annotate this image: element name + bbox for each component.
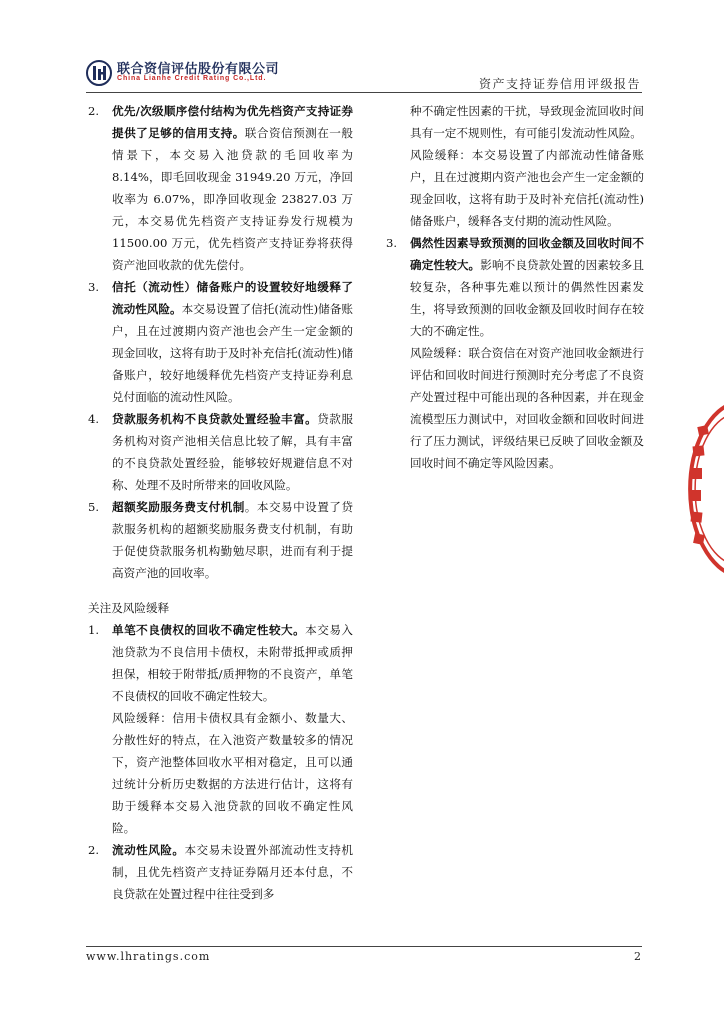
strength-item-5: 5. 超额奖励服务费支付机制。本交易中设置了贷款服务机构的超额奖励服务费支付机制，有助于促使贷款服务机构勤勉尽职，进而有利于提高资产池的回收率。 bbox=[88, 500, 353, 580]
risk-mitigation-2: 风险缓释：本交易设置了内部流动性储备账户，且在过渡期内资产池也会产生一定金额的现金回收，这将有助于及时补充信托(流动性)储备账户，缓释各支付期的流动性风险。 bbox=[410, 148, 644, 228]
risk-mitigation-3: 风险缓释：联合资信在对资产池回收金额进行评估和回收时间进行预测时充分考虑了不良资产处置过程中可能出现的各种因素，并在现金流模型压力测试中，对回收金额和回收时间进行了压力测试，评级结果已反映了回收金额及回收时间不确定等风险因素。 bbox=[410, 346, 644, 470]
left-column bbox=[88, 100, 353, 905]
item-heading: 优先/次级顺序偿付结构为优先档资产支持证券提供了足够的信用支持。 bbox=[112, 104, 353, 140]
strength-item-4: 4. 贷款服务机构不良贷款处置经验丰富。贷款服务机构对资产池相关信息比较了解，具有丰富的不良贷款处置经验，能够较好规避信息不对称、处理不及时所带来的回收风险。 bbox=[88, 412, 353, 492]
header-divider bbox=[86, 92, 642, 93]
risk-item-2: 2. 流动性风险。本交易未设置外部流动性支持机制，且优先档资产支持证券隔月还本付息，不良贷款在处置过程中往往受到多 bbox=[88, 843, 353, 901]
risk-mitigation-1: 风险缓释：信用卡债权具有金额小、数量大、分散性好的特点，在入池资产数量较多的情况下，资产池整体回收水平相对稳定，且可以通过统计分析历史数据的方法进行估计，这将有助于缓释本交易入池贷款的回收不确定性风险。 bbox=[112, 711, 353, 835]
risk-item-2-continued: 种不确定性因素的干扰，导致现金流回收时间具有一定不规则性，有可能引发流动性风险。 bbox=[410, 104, 644, 140]
page-number: 2 bbox=[634, 950, 641, 963]
item-heading: 超额奖励服务费支付机制 bbox=[112, 500, 245, 514]
right-column bbox=[386, 100, 644, 474]
report-title: 资产支持证券信用评级报告 bbox=[478, 77, 641, 91]
strength-item-3: 3. 信托（流动性）储备账户的设置较好地缓释了流动性风险。本交易设置了信托(流动性)储备账户，且在过渡期内资产池也会产生一定金额的现金回收，这将有助于及时补充信托(流动性)储备账户，较好地缓释优先档资产支持证券利息兑付面临的流动性风险。 bbox=[88, 280, 353, 404]
item-heading: 贷款服务机构不良贷款处置经验丰富。 bbox=[112, 412, 318, 426]
company-logo-icon bbox=[86, 60, 112, 86]
risk-item-1: 1. 单笔不良债权的回收不确定性较大。本交易入池贷款为不良信用卡债权，未附带抵押或质押担保，相较于附带抵/质押物的不良资产，单笔不良债权的回收不确定性较大。 bbox=[88, 623, 353, 703]
risk-item-3: 3. 偶然性因素导致预测的回收金额及回收时间不确定性较大。影响不良贷款处置的因素较多且较复杂，各种事先难以预计的偶然性因素发生，将导致预测的回收金额及回收时间存在较大的不确定性。 bbox=[386, 236, 644, 338]
strength-item-2: 2. 优先/次级顺序偿付结构为优先档资产支持证券提供了足够的信用支持。联合资信预测在一般情景下，本交易入池贷款的毛回收率为 8.14%，即毛回收现金 31949.20 万元，净回收率为 6.07%，即净回收现金 23827.03 万元，本交易优先档资产支持证券发行规模为 11500.00 万元，优先档资产支持证券将获得资产池回收款的优先偿付。 bbox=[88, 104, 353, 272]
item-heading: 偶然性因素导致预测的回收金额及回收时间不确定性较大。 bbox=[410, 236, 644, 272]
footer-url[interactable]: www.lhratings.com bbox=[86, 950, 211, 963]
footer-divider bbox=[86, 946, 642, 947]
seal-stamp-icon bbox=[684, 396, 724, 582]
item-heading: 信托（流动性）储备账户的设置较好地缓释了流动性风险。 bbox=[112, 280, 353, 316]
company-name-en: China Lianhe Credit Rating Co.,Ltd. bbox=[117, 75, 267, 82]
section-title: 关注及风险缓释 bbox=[88, 601, 170, 615]
item-heading: 流动性风险。 bbox=[112, 843, 185, 857]
page-header bbox=[86, 58, 641, 92]
company-name-cn: 联合资信评估股份有限公司 bbox=[117, 62, 280, 77]
item-heading: 单笔不良债权的回收不确定性较大。 bbox=[112, 623, 306, 637]
